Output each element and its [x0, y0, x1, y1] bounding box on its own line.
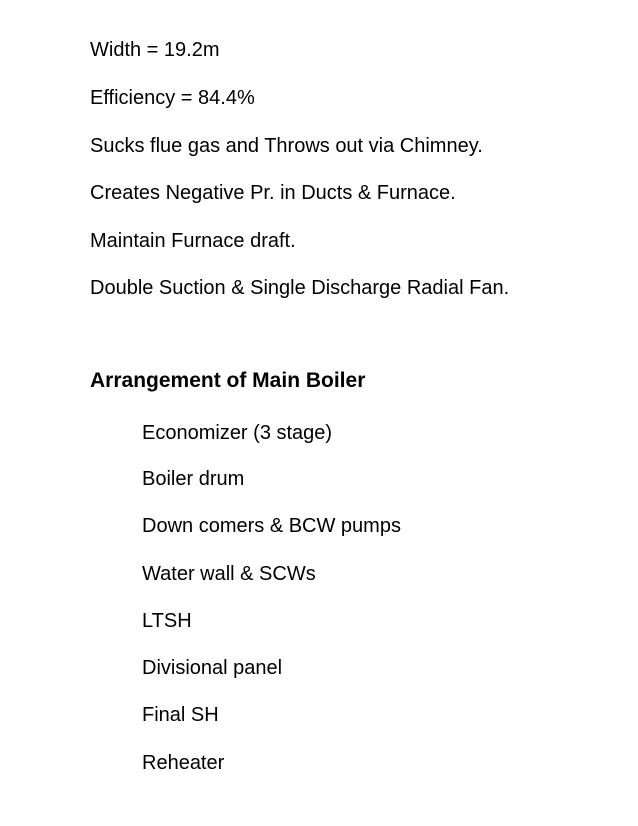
flue-gas-line: Sucks flue gas and Throws out via Chimney. [90, 135, 483, 157]
list-item: Reheater [142, 752, 225, 774]
fan-type-line: Double Suction & Single Discharge Radial Fan. [90, 277, 510, 299]
list-item: Down comers & BCW pumps [142, 515, 401, 537]
list-item: Boiler drum [142, 468, 245, 490]
negative-pressure-line: Creates Negative Pr. in Ducts & Furnace. [90, 182, 456, 204]
width-line: Width = 19.2m [90, 39, 220, 61]
list-item: Economizer (3 stage) [142, 422, 333, 444]
list-item: Divisional panel [142, 657, 283, 679]
list-item: Final SH [142, 704, 219, 726]
list-item: Water wall & SCWs [142, 563, 316, 585]
list-item: LTSH [142, 610, 192, 632]
efficiency-line: Efficiency = 84.4% [90, 87, 255, 109]
furnace-draft-line: Maintain Furnace draft. [90, 230, 296, 252]
section-heading: Arrangement of Main Boiler [90, 369, 366, 392]
